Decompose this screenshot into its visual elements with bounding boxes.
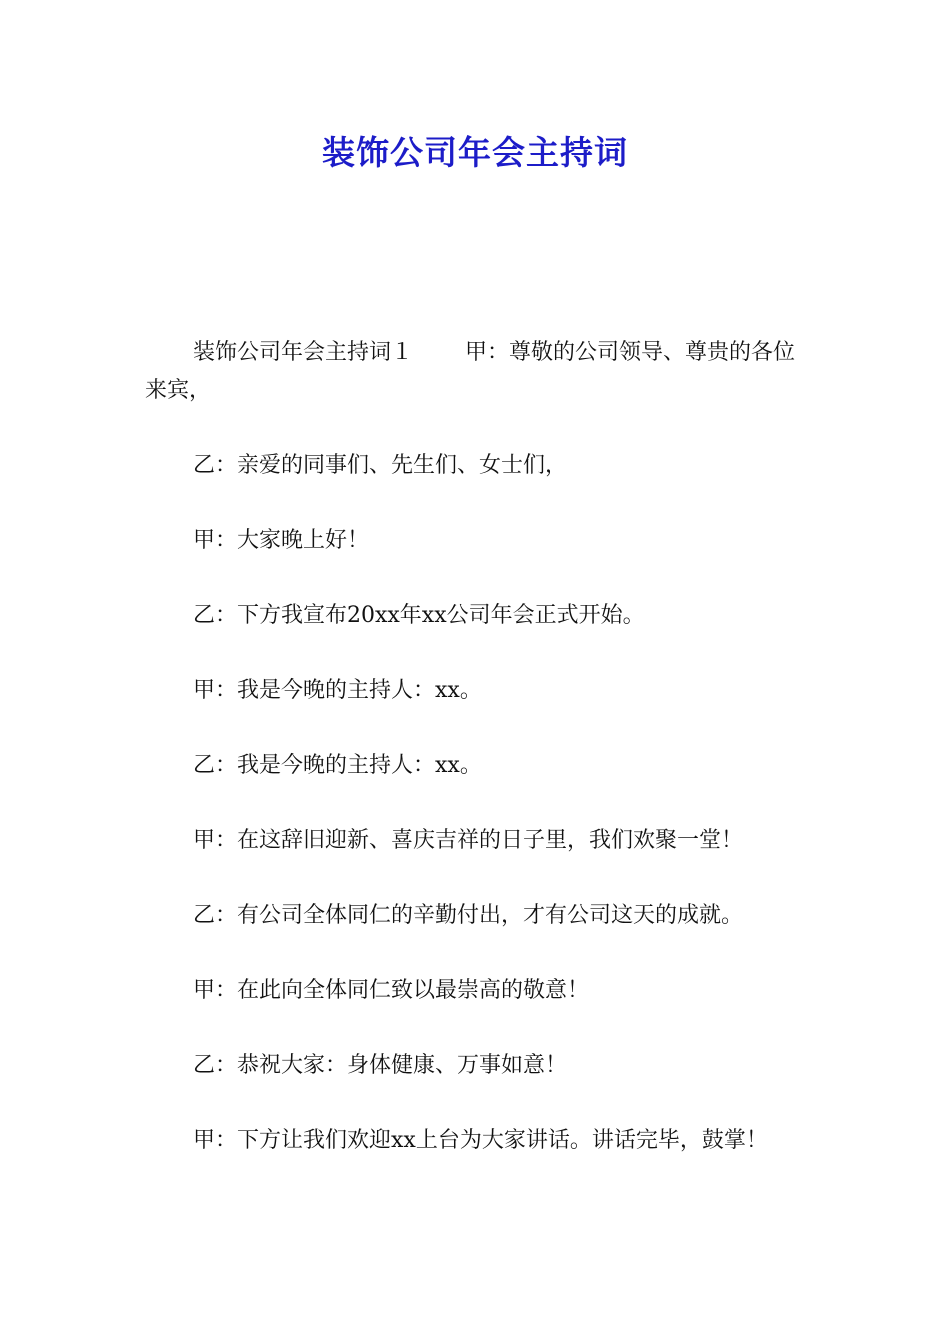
document-body xyxy=(145,334,810,1159)
paragraph-4: 乙：下方我宣布20xx年xx公司年会正式开始。 xyxy=(193,602,645,628)
document-title: 装饰公司年会主持词 xyxy=(322,133,628,172)
paragraph-11: 甲：下方让我们欢迎xx上台为大家讲话。讲话完毕，鼓掌！ xyxy=(193,1127,768,1153)
paragraph-9: 甲：在此向全体同仁致以最崇高的敬意！ xyxy=(193,977,590,1003)
paragraph-6: 乙：我是今晚的主持人：xx。 xyxy=(193,752,482,778)
paragraph-5: 甲：我是今晚的主持人：xx。 xyxy=(193,677,482,703)
paragraph-heading: 装饰公司年会主持词１ xyxy=(193,340,414,365)
paragraph-text: 甲：尊敬的公司领导、尊贵的各位来宾， xyxy=(145,340,796,403)
paragraph-7: 甲：在这辞旧迎新、喜庆吉祥的日子里，我们欢聚一堂！ xyxy=(193,827,744,853)
paragraph-3: 甲：大家晚上好！ xyxy=(193,527,370,553)
paragraph-8: 乙：有公司全体同仁的辛勤付出，才有公司这天的成就。 xyxy=(193,902,744,928)
paragraph-2: 乙：亲爱的同事们、先生们、女士们， xyxy=(193,452,568,478)
paragraph-1 xyxy=(145,334,810,409)
paragraph-10: 乙：恭祝大家：身体健康、万事如意！ xyxy=(193,1052,568,1078)
